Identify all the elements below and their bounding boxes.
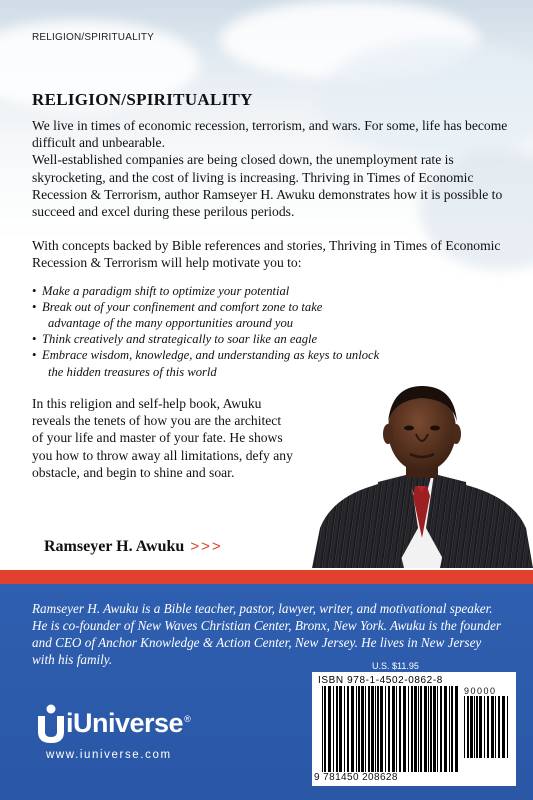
barcode-bar <box>403 686 406 772</box>
ean-barcode-bars <box>322 686 458 772</box>
intro-paragraph: Well-established companies are being closed down, the unemployment rate is skyrocketing, and the cost of living is increasing. Thriving in Times of Economic Recession & Terrorism, author Ramseyer H. Awuku demonstrates how it is possible to succeed and excel during these perilous periods. <box>32 152 503 220</box>
barcode-bar <box>495 696 496 758</box>
intro-paragraph: We live in times of economic recession, terrorism, and wars. For some, life has become difficult and unbearable. <box>32 118 508 151</box>
barcode-bar <box>339 686 342 772</box>
iuniverse-logo-icon <box>36 704 66 744</box>
list-item-text: Make a paradigm shift to optimize your potential <box>42 283 290 298</box>
trademark-mark: ® <box>184 714 191 724</box>
barcode-bar <box>392 686 395 772</box>
barcode-bar <box>365 686 366 772</box>
barcode-bar <box>388 686 390 772</box>
barcode-bar <box>479 696 482 758</box>
benefit-list <box>32 283 512 380</box>
author-name: Ramseyer H. Awuku <box>44 538 185 555</box>
barcode-bar <box>408 686 409 772</box>
list-item <box>32 299 512 331</box>
barcode-bar <box>474 696 475 758</box>
barcode-bar <box>396 686 397 772</box>
barcode-bar <box>377 686 379 772</box>
isbn-number: ISBN 978-1-4502-0862-8 <box>318 675 443 686</box>
barcode-bar <box>344 686 345 772</box>
barcode-bar <box>336 686 338 772</box>
barcode-bar <box>356 686 357 772</box>
barcode-bar <box>380 686 383 772</box>
barcode-bar <box>375 686 376 772</box>
category-heading: RELIGION/SPIRITUALITY <box>32 90 253 109</box>
publisher-name-text: iUniverse <box>66 708 184 738</box>
barcode-bar <box>328 686 331 772</box>
barcode-bar <box>455 686 458 772</box>
barcode-bar <box>420 686 422 772</box>
barcode-bar <box>358 686 360 772</box>
closing-paragraph: In this religion and self-help book, Awuku reveals the tenets of how you are the architect of your life and master of your fate. He shows you how to throw away all limitations, defy any obstacle, and begin to shine and soar. <box>32 396 293 480</box>
price-barcode-bars <box>464 696 512 758</box>
barcode-bar <box>424 686 427 772</box>
barcode-bar <box>470 696 473 758</box>
barcode-bar <box>430 686 432 772</box>
barcode-bar <box>487 696 489 758</box>
barcode <box>312 672 516 786</box>
barcode-bar <box>440 686 442 772</box>
barcode-bar <box>368 686 370 772</box>
barcode-bar <box>437 686 438 772</box>
accent-stripe <box>0 570 533 584</box>
barcode-bar <box>333 686 334 772</box>
barcode-bar <box>351 686 354 772</box>
barcode-bar <box>502 696 505 758</box>
barcode-bar <box>414 686 417 772</box>
ean-digits: 9 781450 208628 <box>314 772 398 783</box>
barcode-bar <box>411 686 413 772</box>
price-label: U.S. $11.95 <box>372 661 419 671</box>
intro-paragraph: With concepts backed by Bible references and stories, Thriving in Times of Economic Recession & Terrorism will help motivate you to: <box>32 238 501 271</box>
barcode-bar <box>361 686 364 772</box>
barcode-bar <box>476 696 478 758</box>
barcode-bar <box>491 696 494 758</box>
barcode-bar <box>433 686 436 772</box>
list-item-text: Break out of your confinement and comfort zone to take <box>42 299 323 314</box>
barcode-bar <box>451 686 453 772</box>
barcode-bar <box>444 686 447 772</box>
author-signature <box>44 538 223 556</box>
barcode-bar <box>322 686 323 772</box>
barcode-bar <box>385 686 386 772</box>
barcode-bar <box>371 686 374 772</box>
arrows-icon: >>> <box>190 538 223 555</box>
barcode-bar <box>399 686 401 772</box>
list-item-text: advantage of the many opportunities around you <box>48 316 294 331</box>
list-item <box>32 283 512 299</box>
description-text <box>32 117 512 380</box>
list-item-text: Embrace wisdom, knowledge, and understanding as keys to unlock <box>42 348 380 363</box>
author-photo <box>312 378 533 568</box>
barcode-bar <box>347 686 349 772</box>
barcode-bar <box>484 696 485 758</box>
price-code: 90000 <box>464 686 497 696</box>
author-portrait-illustration <box>312 378 533 568</box>
barcode-bar <box>449 686 450 772</box>
list-item <box>32 331 512 347</box>
publisher-url: www.iuniverse.com <box>46 749 172 761</box>
author-bio: Ramseyer H. Awuku is a Bible teacher, pastor, lawyer, writer, and motivational speaker. He is co-founder of New Waves Christian Center, Bronx, New York. Awuku is the founder and CEO of Anchor Knowledge & Action Center, New Jersey. He lives in New Jersey with his family. <box>32 601 501 667</box>
barcode-bar <box>507 696 508 758</box>
list-item-text: Think creatively and strategically to soar like an eagle <box>42 332 318 347</box>
barcode-bar <box>467 696 469 758</box>
list-item <box>32 347 512 379</box>
barcode-bar <box>324 686 326 772</box>
category-label: RELIGION/SPIRITUALITY <box>32 32 155 43</box>
barcode-bar <box>464 696 465 758</box>
barcode-bar <box>428 686 429 772</box>
barcode-bar <box>418 686 419 772</box>
publisher-name <box>66 708 190 739</box>
barcode-bar <box>498 696 500 758</box>
list-item-text: the hidden treasures of this world <box>48 364 217 379</box>
